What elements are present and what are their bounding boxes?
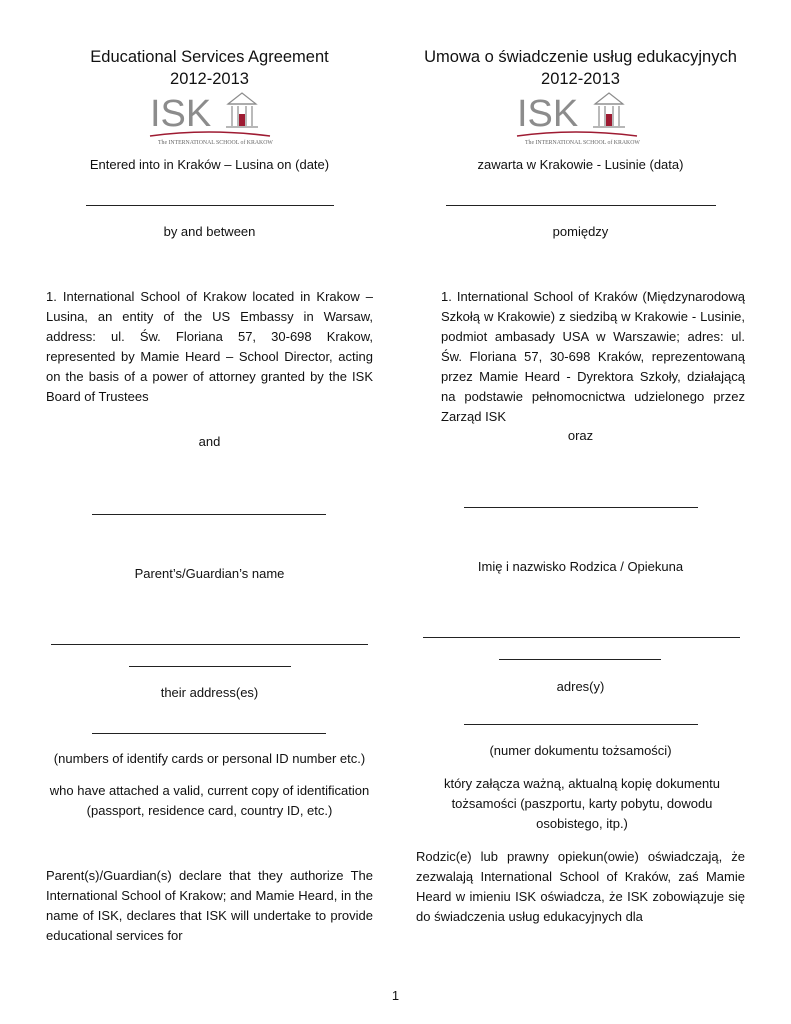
english-attached-note: who have attached a valid, current copy of identification (passport, residence card, country ID, etc.) bbox=[49, 783, 370, 818]
polish-title bbox=[416, 46, 745, 90]
logo-text: ISK bbox=[517, 93, 579, 135]
address-blank-line-1 bbox=[51, 644, 368, 645]
party2-blank-line bbox=[92, 514, 326, 515]
english-address-label: their address(es) bbox=[160, 685, 259, 700]
english-party1: 1. International School of Krakow located in Krakow – Lusina, an entity of the US Embassy in Warsaw, address: ul. Św. Floriana 57, 30-698 Krakow, represented by Mamie Heard – School Director, acting on the basis of a power of attorney granted by the ISK Board of Trustees bbox=[46, 289, 373, 404]
polish-party1: 1. International School of Kraków (Międzynarodową Szkołą w Krakowie) z siedzibą w Krakowie - Lusinie, podmiot ambasady USA w Warszawie; adres: ul. Św. Floriana 57, 30-698 Kraków, reprezentowaną przez Mamie Heard - Dyrektora Szkoły, działającą na podstawie pełnomocnictwa udzielonego przez Zarząd ISK bbox=[441, 289, 745, 424]
english-title-year: 2012-2013 bbox=[170, 70, 249, 88]
english-title-line1: Educational Services Agreement bbox=[90, 48, 329, 66]
logo-text: ISK bbox=[150, 93, 212, 135]
english-declaration: Parent(s)/Guardian(s) declare that they authorize The International School of Krakow; and Mamie Heard, in the name of ISK, declares that ISK will undertake to provide educational services for bbox=[46, 868, 373, 943]
polish-between: pomiędzy bbox=[552, 224, 609, 239]
id-blank-line bbox=[92, 733, 326, 734]
isk-logo-right bbox=[515, 90, 640, 146]
address-blank-line-2 bbox=[499, 659, 661, 660]
logo-tagline: The INTERNATIONAL SCHOOL of KRAKOW bbox=[158, 140, 273, 146]
page-number: 1 bbox=[391, 988, 400, 1003]
polish-id-label: (numer dokumentu tożsamości) bbox=[489, 743, 672, 758]
polish-declaration: Rodzic(e) lub prawny opiekun(owie) oświadczają, że zezwalają International School of Kraków, zaś Mamie Heard w imieniu ISK oświadcza, że ISK zobowiązuje się do świadczenia usług edukacyjnych dla bbox=[416, 849, 745, 924]
date-blank-line bbox=[86, 205, 334, 206]
polish-entered-line: zawarta w Krakowie - Lusinie (data) bbox=[477, 157, 684, 172]
polish-address-label: adres(y) bbox=[556, 679, 605, 694]
english-between: by and between bbox=[163, 224, 256, 239]
address-blank-line-1 bbox=[423, 637, 740, 638]
polish-attached-note: który załącza ważną, aktualną kopię dokumentu tożsamości (paszportu, karty pobytu, dowodu osobistego, itp.) bbox=[443, 776, 721, 831]
polish-and: oraz bbox=[567, 428, 594, 443]
polish-title-year: 2012-2013 bbox=[541, 70, 620, 88]
polish-parent-name-label: Imię i nazwisko Rodzica / Opiekuna bbox=[477, 559, 684, 574]
english-parent-name-label: Parent’s/Guardian’s name bbox=[134, 566, 285, 581]
english-id-label: (numbers of identify cards or personal ID number etc.) bbox=[53, 751, 366, 766]
isk-logo-left bbox=[148, 90, 273, 146]
polish-title-line1: Umowa o świadczenie usług edukacyjnych bbox=[424, 48, 737, 66]
address-blank-line-2 bbox=[129, 666, 291, 667]
id-blank-line bbox=[464, 724, 698, 725]
logo-tagline: The INTERNATIONAL SCHOOL of KRAKOW bbox=[525, 140, 640, 146]
english-entered-line: Entered into in Kraków – Lusina on (date) bbox=[89, 157, 330, 172]
party2-blank-line bbox=[464, 507, 698, 508]
date-blank-line bbox=[446, 205, 716, 206]
english-and: and bbox=[198, 434, 221, 449]
english-title bbox=[46, 46, 373, 90]
